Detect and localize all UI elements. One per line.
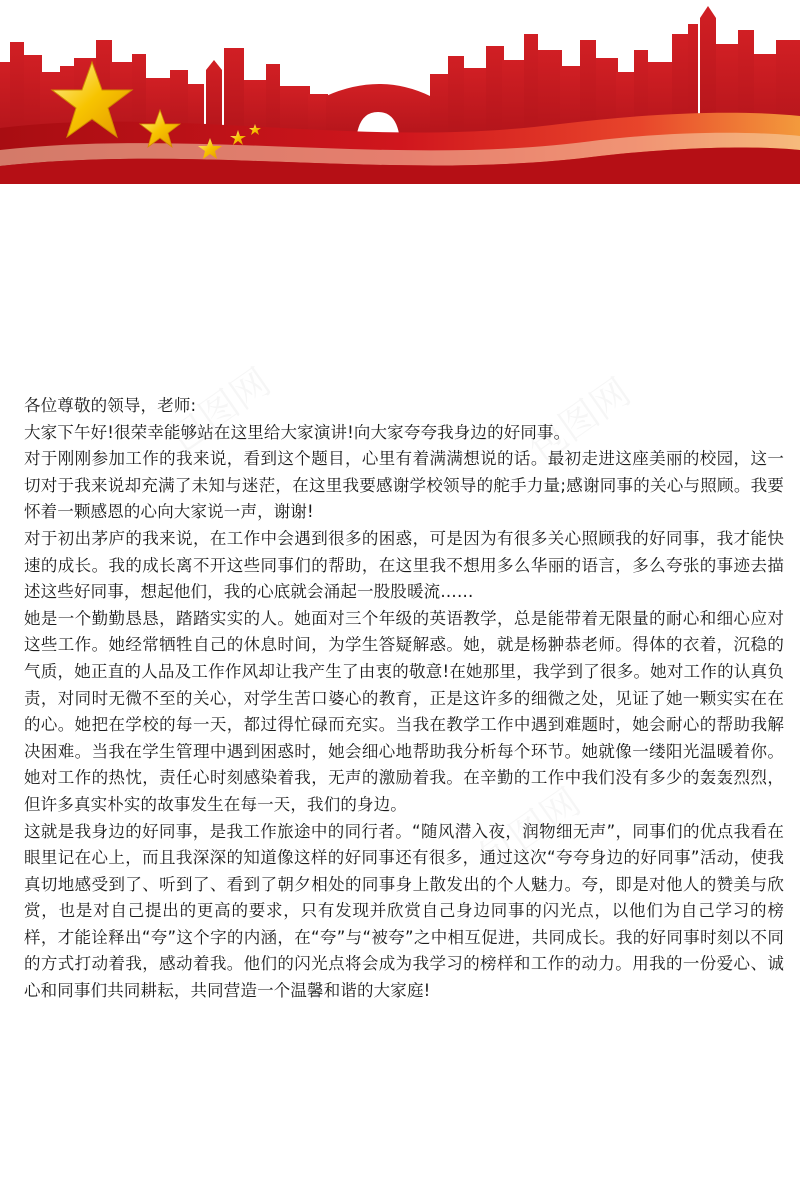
opening-paragraph: 大家下午好!很荣幸能够站在这里给大家演讲!向大家夸夸我身边的好同事。 — [24, 422, 571, 442]
body-paragraph: 她是一个勤勤恳恳，踏踏实实的人。她面对三个年级的英语教学，总是能带着无限量的耐心和细心应对这些工作。她经常牺牲自己的休息时间，为学生答疑解惑。她，就是杨翀恭老师。得体的衣着，沉稳的气质，她正直的人品及工作作风却让我产生了由衷的敬意!在她那里，我学到了很多。她对工作的认真负责，对同时无微不至的关心，对学生苦口婆心的教育，正是这许多的细微之处，见证了她一颗实实在在的心。她把在学校的每一天，都过得忙碌而充实。当我在教学工作中遇到难题时，她会耐心的帮助我解决困难。当我在学生管理中遇到困惑时，她会细心地帮助我分析每个环节。她就像一缕阳光温暖着你。她对工作的热忱，责任心时刻感染着我，无声的激励着我。在辛勤的工作中我们没有多少的轰轰烈烈，但许多真实朴实的故事发生在每一天，我们的身边。 — [24, 608, 784, 814]
closing-paragraph: 这就是我身边的好同事，是我工作旅途中的同行者。“随风潜入夜，润物细无声”，同事们的优点我看在眼里记在心上，而且我深深的知道像这样的好同事还有很多，通过这次“夸夸身边的好同事”活动，使我真切地感受到了、听到了、看到了朝夕相处的同事身上散发出的个人魅力。夸，即是对他人的赞美与欣赏，也是对自己提出的更高的要求，只有发现并欣赏自己身边同事的闪光点，以他们为自己学习的榜样，才能诠释出“夸”这个字的内涵，在“夸”与“被夸”之中相互促进，共同成长。我的好同事时刻以不同的方式打动着我，感动着我。他们的闪光点将会成为我学习的榜样和工作的动力。用我的一份爱心、诚心和同事们共同耕耘，共同营造一个温馨和谐的大家庭! — [24, 821, 784, 1001]
header-banner — [0, 0, 800, 184]
speech-body — [24, 393, 784, 1005]
banner-graphic — [0, 0, 800, 184]
greeting-paragraph: 各位尊敬的领导，老师: — [24, 396, 197, 415]
body-paragraph: 对于刚刚参加工作的我来说，看到这个题目，心里有着满满想说的话。最初走进这座美丽的校园，这一切对于我来说却充满了未知与迷茫，在这里我要感谢学校领导的舵手力量;感谢同事的关心与照顾。我要怀着一颗感恩的心向大家说一声，谢谢! — [24, 449, 784, 522]
body-paragraph: 对于初出茅庐的我来说，在工作中会遇到很多的困惑，可是因为有很多关心照顾我的好同事，我才能快速的成长。我的成长离不开这些同事们的帮助，在这里我不想用多么华丽的语言，多么夸张的事迹去描述这些好同事，想起他们，我的心底就会涌起一股股暖流…… — [24, 528, 784, 602]
